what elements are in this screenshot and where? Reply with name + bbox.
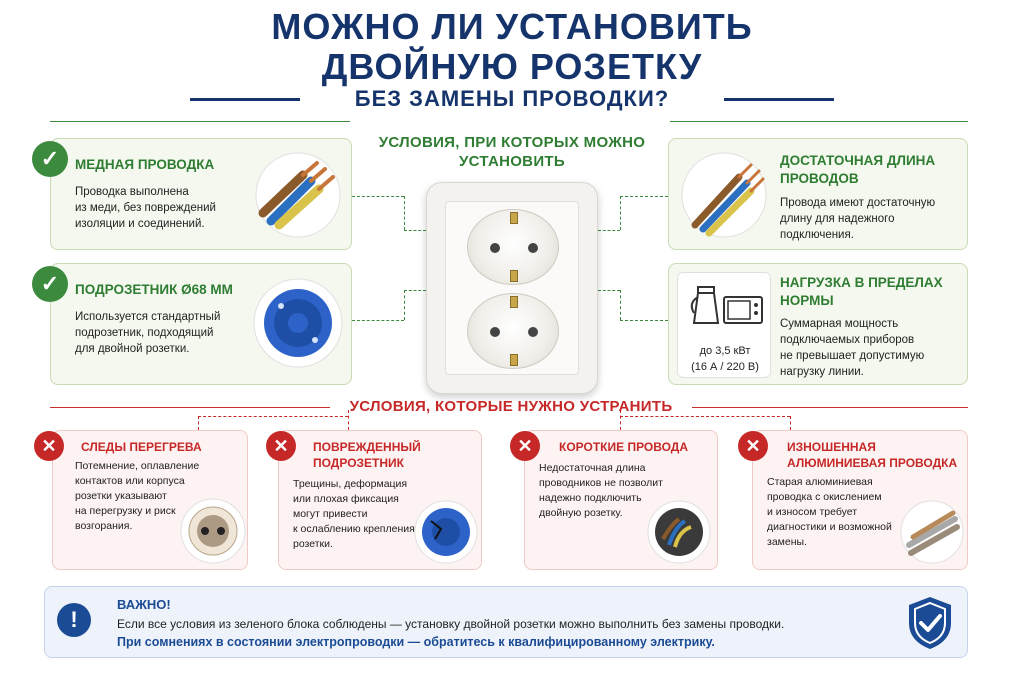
card-text	[75, 184, 245, 232]
important-text: Если все условия из зеленого блока соблюдены — установку двойной розетки можно выполнить без замены проводки.	[117, 617, 785, 631]
red-rule-right	[692, 407, 968, 408]
card-text-line: Провода имеют достаточную	[780, 197, 936, 209]
connector-line	[352, 320, 404, 321]
check-icon: ✓	[32, 141, 68, 177]
connector-line	[598, 290, 620, 291]
card-heading-line: НАГРУЗКА В ПРЕДЕЛАХ	[780, 275, 943, 290]
card-junction-box	[50, 263, 352, 385]
connector-line	[790, 416, 791, 430]
card-text-line: проводников не позволит	[539, 477, 663, 489]
load-value: до 3,5 кВт	[699, 345, 751, 357]
subtitle-left-rule	[190, 98, 300, 101]
card-text-line: надежно подключить	[539, 492, 642, 504]
card-text-line: из меди, без повреждений	[75, 202, 216, 214]
cross-icon: ✕	[738, 431, 768, 461]
card-heading	[780, 152, 965, 188]
card-text-line: подключаемых приборов	[780, 334, 915, 346]
short-wires-icon	[645, 499, 713, 565]
damaged-box-icon	[413, 499, 479, 565]
card-text-line: замены.	[767, 536, 807, 548]
card-text-line: Старая алюминиевая	[767, 476, 873, 488]
card-overheat	[52, 430, 248, 570]
connector-line	[352, 196, 404, 197]
card-text-line: проводка с окислением	[767, 491, 882, 503]
card-heading: СЛЕДЫ ПЕРЕГРЕВА	[81, 440, 202, 454]
connector-line	[620, 320, 668, 321]
card-text-line: и износом требует	[767, 506, 858, 518]
card-short-wires	[524, 430, 718, 570]
card-text-line: подрозетник, подходящий	[75, 327, 214, 339]
cross-icon: ✕	[266, 431, 296, 461]
card-text	[293, 477, 423, 552]
card-text-line: Суммарная мощность	[780, 318, 899, 330]
card-heading-line: АЛЮМИНИЕВАЯ ПРОВОДКА	[787, 456, 958, 470]
card-text-line: диагностики и возможной	[767, 521, 892, 533]
important-heading: ВАЖНО!	[117, 597, 171, 612]
title-line-1: МОЖНО ЛИ УСТАНОВИТЬ	[271, 6, 753, 47]
card-heading-line: ИЗНОШЕННАЯ	[787, 440, 876, 454]
check-icon: ✓	[32, 266, 68, 302]
card-wire-length	[668, 138, 968, 250]
card-text-line: возгорания.	[75, 520, 133, 532]
card-text-line: или плохая фиксация	[293, 493, 399, 505]
green-rule-left	[50, 121, 350, 122]
subtitle: БЕЗ ЗАМЕНЫ ПРОВОДКИ?	[354, 86, 670, 111]
connector-line	[404, 290, 426, 291]
card-text-line: изоляции и соединений.	[75, 218, 205, 230]
connector-line	[198, 416, 348, 417]
card-copper-wiring	[50, 138, 352, 250]
card-heading	[313, 439, 478, 471]
card-text-line: не превышает допустимую	[780, 350, 925, 362]
connector-line	[620, 196, 621, 230]
card-text-line: Недостаточная длина	[539, 462, 646, 474]
long-wires-icon	[679, 151, 769, 239]
card-heading: КОРОТКИЕ ПРОВОДА	[559, 440, 689, 454]
junction-box-icon	[251, 276, 346, 371]
card-text-line: Потемнение, оплавление	[75, 460, 200, 472]
card-text-line: для двойной розетки.	[75, 343, 190, 355]
red-rule-left	[50, 407, 330, 408]
connector-line	[620, 410, 621, 430]
card-text	[780, 195, 965, 243]
card-text-line: нагрузку линии.	[780, 366, 864, 378]
outlet-bottom	[467, 293, 559, 369]
green-section-title-2: УСТАНОВИТЬ	[459, 153, 565, 170]
card-heading-line: НОРМЫ	[780, 293, 834, 308]
card-text	[780, 316, 965, 380]
aluminum-wires-icon	[899, 499, 965, 565]
card-text-line: могут привести	[293, 508, 368, 520]
card-text-line: контактов или корпуса	[75, 475, 185, 487]
important-notice	[44, 586, 968, 658]
cross-icon: ✕	[510, 431, 540, 461]
card-text-line: розетки указывают	[75, 490, 167, 502]
card-text-line: двойную розетку.	[539, 507, 623, 519]
connector-line	[348, 410, 349, 430]
card-heading: ПОДРОЗЕТНИК Ø68 ММ	[75, 282, 233, 297]
connector-line	[598, 230, 620, 231]
kettle-microwave-icon	[684, 279, 766, 331]
double-socket-illustration	[426, 182, 598, 394]
shield-check-icon	[907, 595, 953, 651]
connector-line	[620, 290, 621, 320]
green-rule-right	[670, 121, 968, 122]
copper-wires-icon	[251, 151, 346, 239]
card-text-line: подключения.	[780, 229, 854, 241]
connector-line	[404, 230, 426, 231]
burnt-socket-icon	[179, 497, 247, 565]
connector-line	[404, 196, 405, 230]
load-value-detail: (16 А / 220 В)	[691, 361, 759, 373]
card-text-line: к ослаблению крепления	[293, 523, 415, 535]
cross-icon: ✕	[34, 431, 64, 461]
card-heading	[787, 439, 967, 471]
card-heading: МЕДНАЯ ПРОВОДКА	[75, 157, 215, 172]
load-icon-box	[677, 272, 771, 378]
card-damaged-box	[278, 430, 482, 570]
title-line-2: ДВОЙНУЮ РОЗЕТКУ	[321, 46, 703, 87]
outlet-top	[467, 209, 559, 285]
card-text	[75, 309, 250, 357]
info-icon: !	[57, 603, 91, 637]
red-section-title: УСЛОВИЯ, КОТОРЫЕ НУЖНО УСТРАНИТЬ	[349, 398, 673, 415]
card-heading-line: ДОСТАТОЧНАЯ ДЛИНА	[780, 153, 936, 168]
subtitle-right-rule	[724, 98, 834, 101]
card-heading	[780, 274, 965, 310]
card-text-line: розетки.	[293, 538, 333, 550]
connector-line	[198, 416, 199, 430]
card-text-line: длину для надежного	[780, 213, 895, 225]
card-text-line: Используется стандартный	[75, 311, 221, 323]
card-text-line: Трещины, деформация	[293, 478, 408, 490]
connector-line	[620, 196, 668, 197]
card-aluminum-wiring	[752, 430, 968, 570]
card-heading-line: ПОДРОЗЕТНИК	[313, 456, 404, 470]
card-heading-line: ПОВРЕЖДЕННЫЙ	[313, 440, 421, 454]
card-text-line: Проводка выполнена	[75, 186, 189, 198]
card-text-line: на перегрузку и риск	[75, 505, 176, 517]
connector-line	[404, 290, 405, 320]
green-section-title-1: УСЛОВИЯ, ПРИ КОТОРЫХ МОЖНО	[378, 134, 646, 151]
card-heading-line: ПРОВОДОВ	[780, 171, 859, 186]
card-text	[767, 475, 907, 550]
important-bold-text: При сомнениях в состоянии электропроводки — обратитесь к квалифицированному электрику.	[117, 635, 715, 649]
card-load	[668, 263, 968, 385]
connector-line	[620, 416, 790, 417]
